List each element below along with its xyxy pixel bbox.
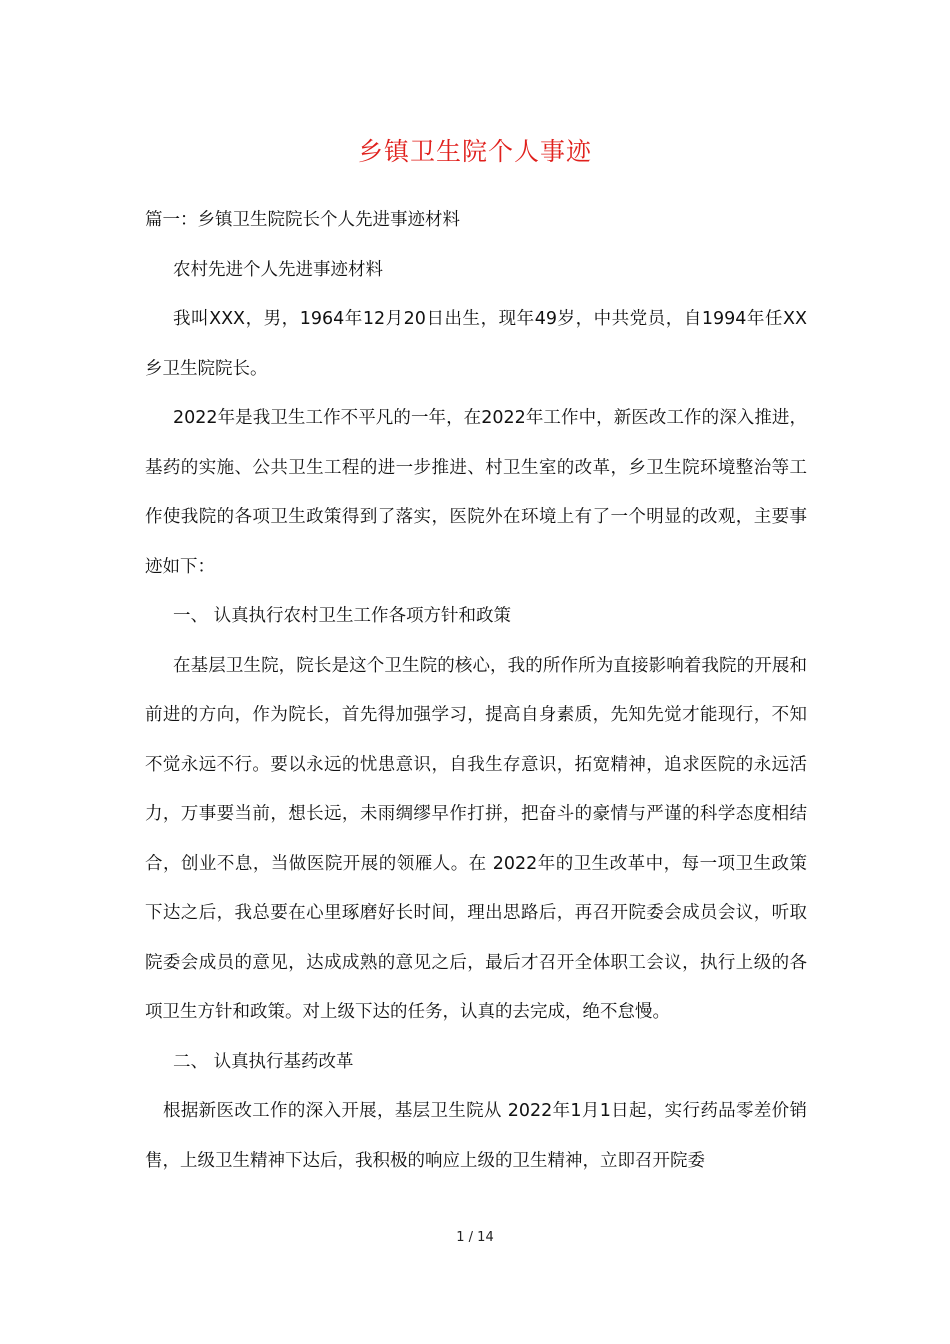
- page-indicator: 1 / 14: [456, 1230, 494, 1245]
- section-title: 篇一：乡镇卫生院院长个人先进事迹材料: [145, 210, 460, 230]
- paragraph-intro: 我叫XXX，男，1964年12月20日出生，现年49岁，中共党员，自1994年任XX乡卫生院院长。: [145, 309, 807, 379]
- paragraph-summary: 2022年是我卫生工作不平凡的一年，在2022年工作中，新医改工作的深入推进，基药的实施、公共卫生工程的进一步推进、村卫生室的改革，乡卫生院环境整治等工作使我院的各项卫生政策得到了落实，医院外在环境上有了一个明显的改观，主要事迹如下：: [145, 408, 807, 577]
- paragraph-drug-reform: 根据新医改工作的深入开展，基层卫生院从 2022年1月1日起，实行药品零差价销售，上级卫生精神下达后，我积极的响应上级的卫生精神，立即召开院委: [145, 1101, 807, 1171]
- document-body: [145, 196, 807, 1186]
- heading-one: 一、 认真执行农村卫生工作各项方针和政策: [173, 606, 512, 626]
- heading-two: 二、 认真执行基药改革: [173, 1051, 354, 1072]
- paragraph-policy: 在基层卫生院，院长是这个卫生院的核心，我的所作所为直接影响着我院的开展和前进的方向，作为院长，首先得加强学习，提高自身素质，先知先觉才能现行，不知不觉永远不行。要以永远的忧患意识，自我生存意识，拓宽精神，追求医院的永远活力，万事要当前，想长远，未雨绸缪早作打拼，把奋斗的豪情与严谨的科学态度相结合，创业不息，当做医院开展的领雁人。在 2022年的卫生改革中，每一项卫生政策下达之后，我总要在心里琢磨好长时间，理出思路后，再召开院委会成员会议，听取院委会成员的意见，达成成熟的意见之后，最后才召开全体职工会议，执行上级的各项卫生方针和政策。对上级下达的任务，认真的去完成，绝不怠慢。: [145, 655, 807, 1022]
- document-title: 乡镇卫生院个人事迹: [357, 137, 592, 166]
- subtitle: 农村先进个人先进事迹材料: [173, 259, 383, 280]
